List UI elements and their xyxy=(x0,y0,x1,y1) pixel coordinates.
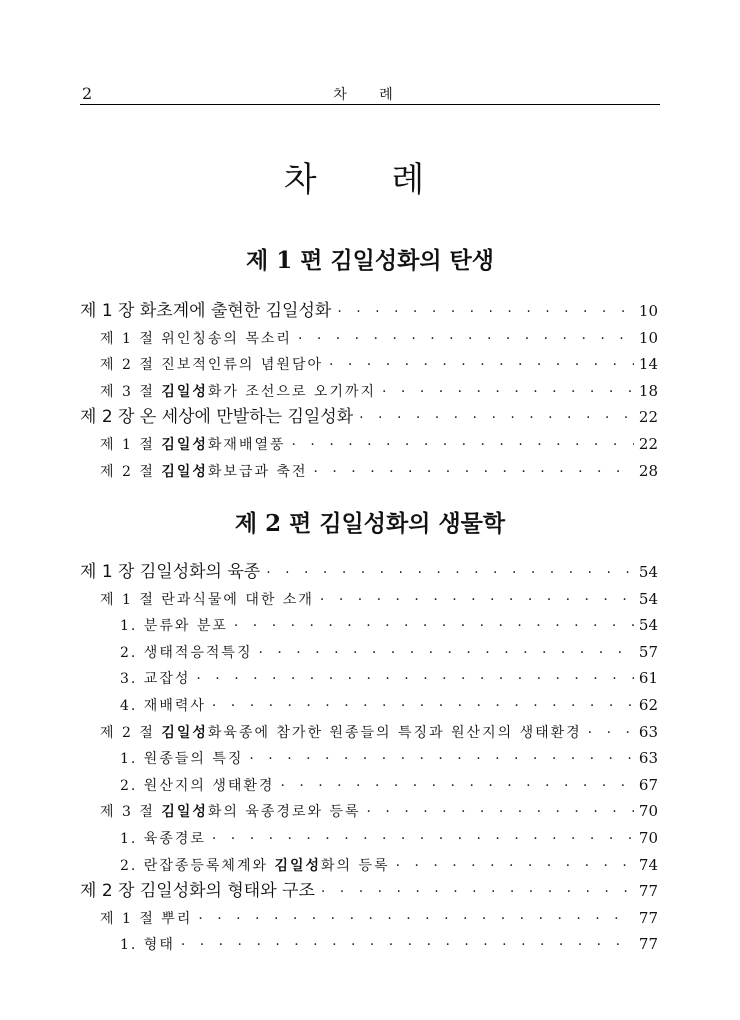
toc-entry-page: 77 xyxy=(638,935,658,954)
toc-entry-text: 3. 교잡성 xyxy=(120,671,191,688)
toc-entry-label xyxy=(80,559,260,586)
toc-entry-label xyxy=(120,773,274,800)
toc-entry-text: 제 1 장 김일성화의 육종 xyxy=(80,562,261,582)
toc-entry-text: 제 1 절 xyxy=(100,436,162,453)
toc-entry-text: 제 1 장 화초계에 출현한 김일성화 xyxy=(80,301,332,321)
leader-dots xyxy=(329,352,634,379)
toc-entry-label xyxy=(80,404,353,431)
part-2-suffix: 의 생물학 xyxy=(408,510,506,537)
toc-entry[interactable] xyxy=(80,905,658,932)
leader-dots xyxy=(314,459,635,486)
toc-entry-label xyxy=(120,640,252,667)
toc-entry[interactable] xyxy=(80,612,658,639)
leader-dots xyxy=(382,379,634,406)
toc-entry-page: 74 xyxy=(638,855,658,874)
toc-entry-label xyxy=(100,379,376,406)
toc-entry-page: 22 xyxy=(638,434,658,453)
running-title: 차 례 xyxy=(333,87,407,103)
toc-entry[interactable] xyxy=(80,559,658,586)
toc-entry-label xyxy=(100,459,308,486)
toc-entry-text: 화의 육종경로와 등록 xyxy=(207,804,361,821)
toc-entry[interactable] xyxy=(80,852,658,879)
toc-entry-text: 화육종에 참가한 원종들의 특징과 원산지의 생태환경 xyxy=(207,724,582,741)
toc-entry-page: 18 xyxy=(638,381,658,400)
leader-dots xyxy=(181,932,634,959)
toc-entry-text: 2. 원산지의 생태환경 xyxy=(120,777,275,794)
leader-dots xyxy=(320,587,634,614)
toc-entry-text: 2. 란잡종등록체계와 xyxy=(120,857,275,874)
toc-entry-text: 4. 재배력사 xyxy=(120,697,206,714)
toc-entry-text: 1. 육종경로 xyxy=(120,830,206,847)
leader-dots xyxy=(588,720,634,747)
toc-part-2 xyxy=(80,559,658,958)
toc-entry[interactable] xyxy=(80,639,658,666)
leader-dots xyxy=(212,693,634,720)
toc-entry-text: 제 2 장 김일성화의 형태와 구조 xyxy=(80,881,315,902)
toc-entry-label xyxy=(120,693,206,720)
toc-entry-text: 화재배열풍 xyxy=(207,436,286,453)
leader-dots xyxy=(258,640,634,667)
part-1-suffix: 의 탄생 xyxy=(419,247,494,274)
toc-entry-text: 1. 형태 xyxy=(120,937,175,954)
toc-entry-emphasis: 김일성 xyxy=(274,857,322,874)
toc-entry-page: 77 xyxy=(638,908,658,927)
leader-dots xyxy=(292,432,634,459)
toc-entry-text: 2. 생태적응적특징 xyxy=(120,644,253,661)
toc-entry[interactable] xyxy=(80,665,658,692)
toc-entry-emphasis: 김일성 xyxy=(161,724,208,741)
toc-entry[interactable] xyxy=(80,931,658,958)
toc-entry-label xyxy=(100,799,361,826)
toc-entry-page: 70 xyxy=(638,828,658,847)
toc-entry-text: 제 1 절 란과식물에 대한 소개 xyxy=(100,591,314,608)
toc-entry-page: 67 xyxy=(638,775,658,794)
toc-entry-page: 10 xyxy=(638,328,658,347)
toc-entry-label xyxy=(80,298,331,325)
running-header xyxy=(80,82,660,105)
toc-entry[interactable] xyxy=(80,431,658,458)
toc-entry-page: 54 xyxy=(638,589,658,608)
toc-entry[interactable] xyxy=(80,404,658,431)
toc-entry[interactable] xyxy=(80,458,658,485)
toc-entry-text: 제 1 절 뿌리 xyxy=(100,910,193,927)
toc-entry-label xyxy=(100,432,286,459)
toc-entry-emphasis: 김일성 xyxy=(161,804,208,821)
part-1-name: 김일성화 xyxy=(330,248,420,274)
toc-entry-text: 제 2 절 xyxy=(100,463,162,480)
toc-entry-page: 62 xyxy=(638,695,658,714)
toc-entry-page: 14 xyxy=(638,355,658,374)
toc-entry-page: 22 xyxy=(638,408,658,427)
toc-entry-page: 10 xyxy=(638,302,658,320)
toc-entry[interactable] xyxy=(80,692,658,719)
toc-entry-label xyxy=(120,853,390,880)
toc-entry-label xyxy=(120,613,228,640)
toc-entry-page: 63 xyxy=(638,749,658,768)
leader-dots xyxy=(249,746,634,773)
toc-entry[interactable] xyxy=(80,745,658,772)
toc-entry[interactable] xyxy=(80,298,658,325)
part-2-name: 김일성화 xyxy=(319,511,409,537)
part-1-title xyxy=(0,242,740,275)
leader-dots xyxy=(337,299,634,326)
toc-entry-text: 화보급과 축전 xyxy=(207,463,308,480)
leader-dots xyxy=(280,773,634,800)
toc-entry[interactable] xyxy=(80,825,658,852)
toc-entry-label xyxy=(120,932,175,959)
toc-entry[interactable] xyxy=(80,798,658,825)
toc-entry[interactable] xyxy=(80,378,658,405)
toc-entry-text: 화의 등록 xyxy=(321,857,390,874)
leader-dots xyxy=(234,613,634,640)
leader-dots xyxy=(198,906,634,933)
part-1-prefix: 제 1 편 xyxy=(245,247,331,274)
toc-part-1 xyxy=(80,298,658,484)
toc-entry-page: 63 xyxy=(638,722,658,741)
leader-dots xyxy=(359,405,634,432)
toc-entry-text: 제 1 절 위인칭송의 목소리 xyxy=(100,330,292,347)
toc-entry-text: 1. 분류와 분포 xyxy=(120,618,228,635)
leader-dots xyxy=(212,826,634,853)
page-number: 2 xyxy=(82,84,93,103)
toc-entry[interactable] xyxy=(80,719,658,746)
toc-entry[interactable] xyxy=(80,325,658,352)
toc-entry-text: 화가 조선으로 오기까지 xyxy=(207,383,377,400)
toc-entry-page: 61 xyxy=(638,669,658,688)
toc-entry-page: 28 xyxy=(638,461,658,480)
toc-entry[interactable] xyxy=(80,586,658,613)
toc-entry-text: 제 2 절 xyxy=(100,724,162,741)
part-2-title xyxy=(0,505,740,538)
toc-entry[interactable] xyxy=(80,878,658,905)
toc-entry-page: 54 xyxy=(638,563,658,581)
toc-entry-text: 제 3 절 xyxy=(100,383,162,400)
toc-entry-label xyxy=(120,826,206,853)
leader-dots xyxy=(196,666,634,693)
toc-entry-page: 57 xyxy=(638,642,658,661)
toc-entry-emphasis: 김일성 xyxy=(161,463,208,480)
toc-entry-label xyxy=(100,352,323,379)
toc-entry-emphasis: 김일성 xyxy=(161,383,208,400)
toc-entry-text: 1. 원종들의 특징 xyxy=(120,751,244,768)
leader-dots xyxy=(266,560,634,587)
toc-entry-text: 제 2 절 진보적인류의 념원담아 xyxy=(100,357,323,374)
toc-entry-page: 54 xyxy=(638,616,658,635)
toc-entry-label xyxy=(100,326,292,353)
toc-entry-page: 77 xyxy=(638,882,658,901)
leader-dots xyxy=(298,326,634,353)
toc-entry-label xyxy=(100,587,314,614)
part-2-prefix: 제 2 편 xyxy=(234,510,320,537)
toc-entry[interactable] xyxy=(80,772,658,799)
toc-entry[interactable] xyxy=(80,351,658,378)
leader-dots xyxy=(321,879,634,906)
toc-entry-label xyxy=(100,720,582,747)
toc-entry-label xyxy=(100,906,192,933)
leader-dots xyxy=(396,853,634,880)
toc-entry-text: 제 3 절 xyxy=(100,804,162,821)
page-title: 차 례 xyxy=(283,160,457,200)
toc-entry-label xyxy=(120,746,243,773)
toc-entry-label xyxy=(80,878,315,905)
toc-entry-emphasis: 김일성 xyxy=(161,436,208,453)
toc-entry-text: 제 2 장 온 세상에 만발하는 김일성화 xyxy=(80,407,354,428)
toc-entry-page: 70 xyxy=(638,802,658,821)
toc-entry-label xyxy=(120,666,190,693)
leader-dots xyxy=(367,799,634,826)
